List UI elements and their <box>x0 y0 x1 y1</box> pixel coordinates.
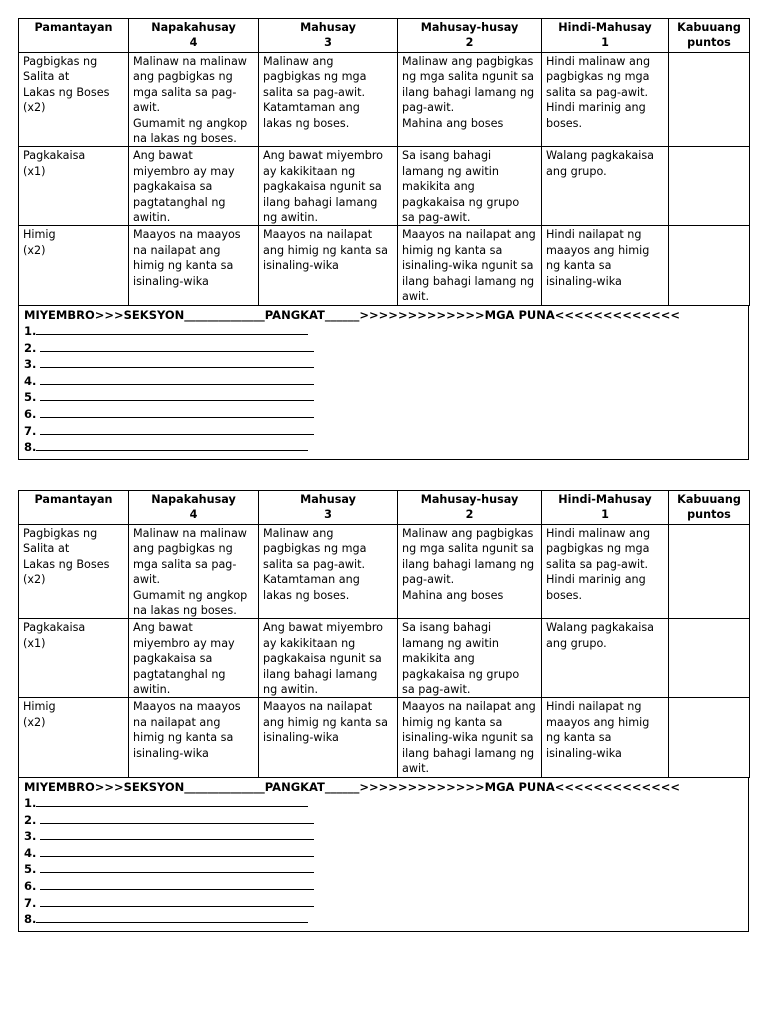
member-line[interactable] <box>24 812 743 829</box>
header-level-4: Napakahusay 4 <box>129 19 259 53</box>
member-line[interactable] <box>24 845 743 862</box>
member-number: 5. <box>24 862 37 877</box>
member-name-blank[interactable] <box>40 845 314 857</box>
member-name-blank[interactable] <box>40 423 314 435</box>
member-name-blank[interactable] <box>36 323 308 335</box>
header-criteria: Pamantayan <box>19 491 129 525</box>
rubric-sheet-top <box>18 18 749 460</box>
level-1-cell: Hindi malinaw ang pagbigkas ng mga salita sa pag-awit. Hindi marinig ang boses. <box>542 525 669 619</box>
member-line[interactable] <box>24 423 743 440</box>
criterion-cell: Pagkakaisa (x1) <box>19 147 129 226</box>
criterion-cell: Himig (x2) <box>19 698 129 777</box>
total-cell <box>669 226 750 305</box>
member-number: 5. <box>24 390 37 405</box>
member-list <box>24 323 743 456</box>
member-name-blank[interactable] <box>36 795 308 807</box>
member-number: 8. <box>24 440 37 455</box>
member-line[interactable] <box>24 828 743 845</box>
member-number: 6. <box>24 407 37 422</box>
member-line[interactable] <box>24 795 743 812</box>
member-name-blank[interactable] <box>40 356 314 368</box>
level-4-cell: Malinaw na malinaw ang pagbigkas ng mga salita sa pag- awit. Gumamit ng angkop na lakas ng boses. <box>129 53 259 147</box>
member-line[interactable] <box>24 895 743 912</box>
member-name-blank[interactable] <box>40 389 314 401</box>
table-row <box>19 147 750 226</box>
criterion-cell: Pagbigkas ng Salita at Lakas ng Boses (x2) <box>19 53 129 147</box>
header-total: Kabuuang puntos <box>669 491 750 525</box>
member-name-blank[interactable] <box>40 373 314 385</box>
member-name-blank[interactable] <box>40 812 314 824</box>
header-level-2: Mahusay-husay 2 <box>398 491 542 525</box>
level-4-cell: Maayos na maayos na nailapat ang himig ng kanta sa isinaling-wika <box>129 226 259 305</box>
level-3-cell: Ang bawat miyembro ay kakikitaan ng pagkakaisa ngunit sa ilang bahagi lamang ng awitin. <box>259 619 398 698</box>
header-level-1: Hindi-Mahusay 1 <box>542 19 669 53</box>
level-1-cell: Hindi nailapat ng maayos ang himig ng kanta sa isinaling-wika <box>542 698 669 777</box>
member-line[interactable] <box>24 373 743 390</box>
member-list <box>24 795 743 928</box>
member-name-blank[interactable] <box>36 911 308 923</box>
member-number: 1. <box>24 324 37 339</box>
member-number: 4. <box>24 373 37 388</box>
table-row <box>19 525 750 619</box>
member-name-blank[interactable] <box>40 406 314 418</box>
total-cell <box>669 53 750 147</box>
member-line[interactable] <box>24 340 743 357</box>
member-name-blank[interactable] <box>40 828 314 840</box>
member-number: 1. <box>24 796 37 811</box>
header-level-3: Mahusay 3 <box>259 19 398 53</box>
total-cell <box>669 619 750 698</box>
level-4-cell: Ang bawat miyembro ay may pagkakaisa sa pagtatanghal ng awitin. <box>129 619 259 698</box>
rubric-sheet-bottom <box>18 490 749 932</box>
table-row <box>19 53 750 147</box>
level-1-cell: Walang pagkakaisa ang grupo. <box>542 147 669 226</box>
header-total: Kabuuang puntos <box>669 19 750 53</box>
header-level-1: Hindi-Mahusay 1 <box>542 491 669 525</box>
member-number: 2. <box>24 340 37 355</box>
member-number: 3. <box>24 357 37 372</box>
roster-header: MIYEMBRO>>>SEKSYON______________PANGKAT______>>>>>>>>>>>>>MGA PUNA<<<<<<<<<<<<< <box>24 307 681 322</box>
member-number: 8. <box>24 912 37 927</box>
level-2-cell: Maayos na nailapat ang himig ng kanta sa isinaling-wika ngunit sa ilang bahagi lamang ng awit. <box>398 226 542 305</box>
level-2-cell: Maayos na nailapat ang himig ng kanta sa isinaling-wika ngunit sa ilang bahagi lamang ng awit. <box>398 698 542 777</box>
level-2-cell: Malinaw ang pagbigkas ng mga salita ngunit sa ilang bahagi lamang ng pag-awit. Mahina ang boses <box>398 53 542 147</box>
member-line[interactable] <box>24 911 743 928</box>
member-number: 4. <box>24 845 37 860</box>
header-criteria: Pamantayan <box>19 19 129 53</box>
member-number: 3. <box>24 829 37 844</box>
member-line[interactable] <box>24 439 743 456</box>
member-name-blank[interactable] <box>40 340 314 352</box>
table-row <box>19 619 750 698</box>
member-number: 7. <box>24 895 37 910</box>
header-level-3: Mahusay 3 <box>259 491 398 525</box>
member-number: 2. <box>24 812 37 827</box>
header-row <box>19 491 750 525</box>
member-name-blank[interactable] <box>40 878 314 890</box>
level-4-cell: Malinaw na malinaw ang pagbigkas ng mga salita sa pag- awit. Gumamit ng angkop na lakas ng boses. <box>129 525 259 619</box>
member-roster <box>18 306 749 460</box>
member-line[interactable] <box>24 323 743 340</box>
table-row <box>19 226 750 305</box>
level-3-cell: Malinaw ang pagbigkas ng mga salita sa pag-awit. Katamtaman ang lakas ng boses. <box>259 525 398 619</box>
member-roster <box>18 778 749 932</box>
level-3-cell: Maayos na nailapat ang himig ng kanta sa isinaling-wika <box>259 698 398 777</box>
rubric-table <box>18 490 750 778</box>
member-line[interactable] <box>24 878 743 895</box>
level-2-cell: Sa isang bahagi lamang ng awitin makikita ang pagkakaisa ng grupo sa pag-awit. <box>398 147 542 226</box>
member-number: 7. <box>24 423 37 438</box>
member-number: 6. <box>24 879 37 894</box>
member-line[interactable] <box>24 861 743 878</box>
header-level-4: Napakahusay 4 <box>129 491 259 525</box>
level-4-cell: Ang bawat miyembro ay may pagkakaisa sa pagtatanghal ng awitin. <box>129 147 259 226</box>
criterion-cell: Himig (x2) <box>19 226 129 305</box>
member-line[interactable] <box>24 356 743 373</box>
member-name-blank[interactable] <box>40 895 314 907</box>
level-1-cell: Hindi malinaw ang pagbigkas ng mga salita sa pag-awit. Hindi marinig ang boses. <box>542 53 669 147</box>
level-1-cell: Hindi nailapat ng maayos ang himig ng kanta sa isinaling-wika <box>542 226 669 305</box>
member-line[interactable] <box>24 406 743 423</box>
member-name-blank[interactable] <box>36 439 308 451</box>
total-cell <box>669 698 750 777</box>
total-cell <box>669 147 750 226</box>
header-level-2: Mahusay-husay 2 <box>398 19 542 53</box>
level-3-cell: Ang bawat miyembro ay kakikitaan ng pagkakaisa ngunit sa ilang bahagi lamang ng awitin. <box>259 147 398 226</box>
rubric-table <box>18 18 750 306</box>
total-cell <box>669 525 750 619</box>
level-4-cell: Maayos na maayos na nailapat ang himig ng kanta sa isinaling-wika <box>129 698 259 777</box>
header-row <box>19 19 750 53</box>
level-2-cell: Sa isang bahagi lamang ng awitin makikita ang pagkakaisa ng grupo sa pag-awit. <box>398 619 542 698</box>
level-1-cell: Walang pagkakaisa ang grupo. <box>542 619 669 698</box>
criterion-cell: Pagbigkas ng Salita at Lakas ng Boses (x2) <box>19 525 129 619</box>
roster-header: MIYEMBRO>>>SEKSYON______________PANGKAT______>>>>>>>>>>>>>MGA PUNA<<<<<<<<<<<<< <box>24 779 681 794</box>
member-name-blank[interactable] <box>40 861 314 873</box>
level-3-cell: Malinaw ang pagbigkas ng mga salita sa pag-awit. Katamtaman ang lakas ng boses. <box>259 53 398 147</box>
criterion-cell: Pagkakaisa (x1) <box>19 619 129 698</box>
level-2-cell: Malinaw ang pagbigkas ng mga salita ngunit sa ilang bahagi lamang ng pag-awit. Mahina ang boses <box>398 525 542 619</box>
level-3-cell: Maayos na nailapat ang himig ng kanta sa isinaling-wika <box>259 226 398 305</box>
member-line[interactable] <box>24 389 743 406</box>
table-row <box>19 698 750 777</box>
